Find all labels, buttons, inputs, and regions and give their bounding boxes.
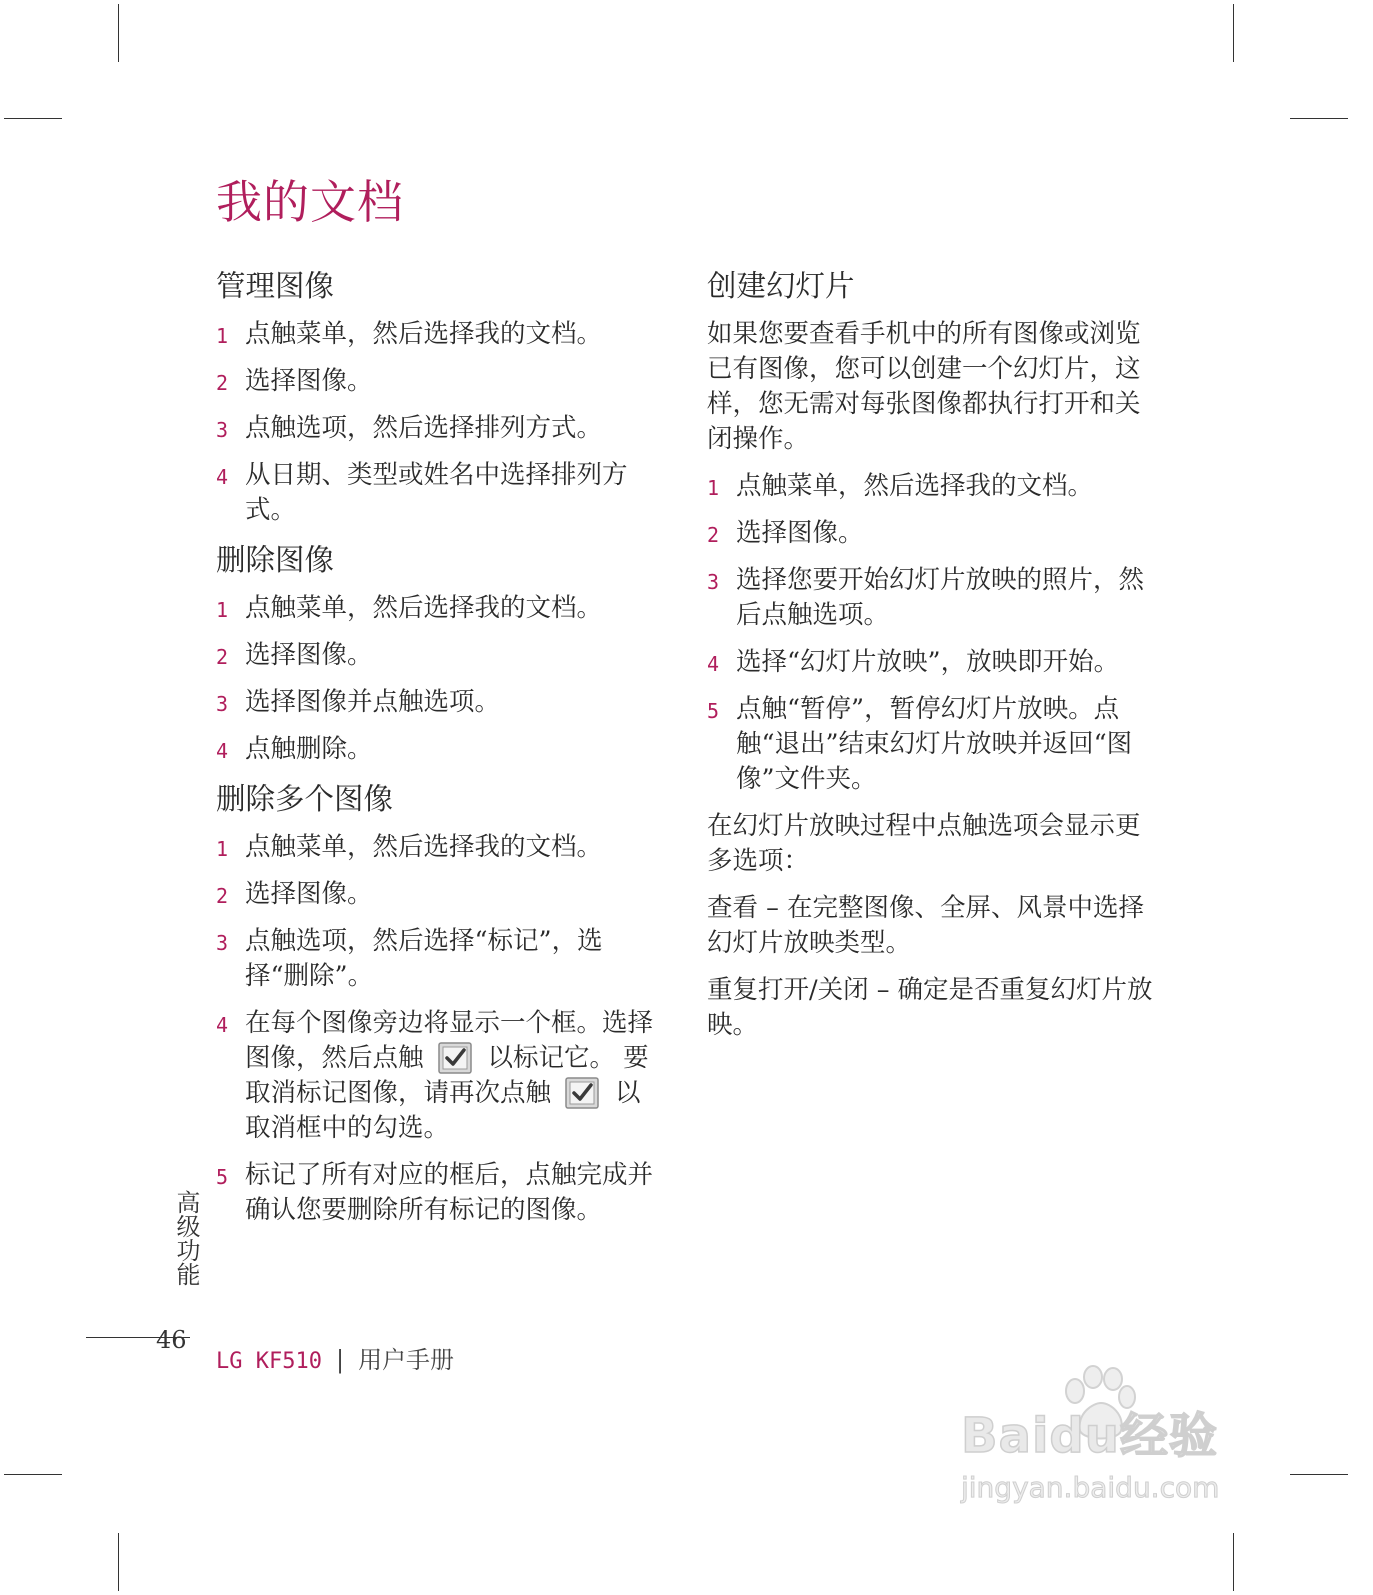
step-text: 点触菜单，然后选择我的文档。 <box>245 593 603 623</box>
step-number: 5 <box>216 1165 229 1189</box>
list-item <box>216 732 666 767</box>
list-item <box>216 411 666 446</box>
step-text: 从日期、类型或姓名中选择排列方式。 <box>245 460 628 525</box>
list-item <box>216 830 666 865</box>
checkbox-checked-icon <box>438 1042 472 1074</box>
section-title-create-slideshow: 创建幻灯片 <box>707 269 855 303</box>
list-item <box>707 516 1157 551</box>
step-text-part: 在每个图像旁边将显示一个框。选择图像，然后点触 <box>245 1008 654 1073</box>
list-item <box>707 645 1157 680</box>
checkbox-checked-icon <box>565 1077 599 1109</box>
step-number: 4 <box>216 739 229 763</box>
step-text: 选择您要开始幻灯片放映的照片，然后点触选项。 <box>736 565 1145 630</box>
list-item <box>216 638 666 673</box>
intro-paragraph: 如果您要查看手机中的所有图像或浏览已有图像，您可以创建一个幻灯片，这样，您无需对每张图像都执行打开和关闭操作。 <box>707 319 1141 454</box>
note-paragraph: 重复打开/关闭 – 确定是否重复幻灯片放映。 <box>707 975 1153 1040</box>
step-number: 3 <box>216 418 229 442</box>
crop-mark <box>4 118 62 119</box>
note-paragraph: 在幻灯片放映过程中点触选项会显示更多选项： <box>707 811 1141 876</box>
list-item <box>216 317 666 352</box>
footer-separator: | <box>335 1346 345 1374</box>
list-item <box>216 591 666 626</box>
right-column <box>707 266 1157 1055</box>
step-list <box>707 469 1157 797</box>
step-text: 选择图像。 <box>245 640 373 670</box>
step-text: 选择图像。 <box>245 366 373 396</box>
step-number: 5 <box>707 699 720 723</box>
step-list <box>216 591 666 767</box>
crop-mark <box>1233 4 1234 62</box>
step-text: 点触菜单，然后选择我的文档。 <box>245 832 603 862</box>
step-number: 4 <box>216 1013 229 1037</box>
watermark-text: Baidu经验 <box>961 1408 1218 1464</box>
footer-brand: LG KF510 <box>216 1349 322 1374</box>
step-number: 2 <box>707 523 720 547</box>
step-list <box>216 830 666 1228</box>
step-text: 点触“暂停”，暂停幻灯片放映。点触“退出”结束幻灯片放映并返回“图像”文件夹。 <box>736 694 1133 794</box>
step-text: 点触菜单，然后选择我的文档。 <box>736 471 1094 501</box>
left-column <box>216 266 666 1240</box>
step-text-part: 以标记它。 要取消标记图像，请再次点触 <box>245 1043 649 1108</box>
list-item <box>707 469 1157 504</box>
step-list <box>216 317 666 528</box>
list-item <box>216 685 666 720</box>
step-number: 2 <box>216 884 229 908</box>
step-number: 1 <box>707 476 720 500</box>
crop-mark <box>118 4 119 62</box>
footer <box>216 1340 454 1375</box>
section-title-delete-image: 删除图像 <box>216 543 335 577</box>
step-text: 选择图像。 <box>245 879 373 909</box>
step-text: 点触删除。 <box>245 734 373 764</box>
crop-mark <box>4 1474 62 1475</box>
step-text: 点触菜单，然后选择我的文档。 <box>245 319 603 349</box>
step-text: 点触选项，然后选择排列方式。 <box>245 413 603 443</box>
step-text: 点触选项，然后选择“标记”，选择“删除”。 <box>245 926 603 991</box>
step-number: 3 <box>216 692 229 716</box>
step-number: 1 <box>216 324 229 348</box>
list-item <box>216 1006 666 1146</box>
list-item <box>216 924 666 994</box>
step-text-part: 以取消框中的勾选。 <box>245 1078 641 1143</box>
list-item <box>216 877 666 912</box>
crop-mark <box>118 1533 119 1591</box>
step-number: 2 <box>216 371 229 395</box>
step-number: 3 <box>707 570 720 594</box>
chapter-side-label: 高级功能 <box>172 1190 200 1286</box>
crop-mark <box>1233 1533 1234 1591</box>
step-text: 选择图像并点触选项。 <box>245 687 501 717</box>
list-item <box>216 364 666 399</box>
step-number: 4 <box>707 652 720 676</box>
list-item <box>707 692 1157 797</box>
step-number: 2 <box>216 645 229 669</box>
page-number: 46 <box>156 1326 187 1354</box>
list-item <box>707 563 1157 633</box>
step-number: 3 <box>216 931 229 955</box>
note-paragraph: 查看 – 在完整图像、全屏、风景中选择幻灯片放映类型。 <box>707 893 1144 958</box>
list-item <box>216 1158 666 1228</box>
step-number: 4 <box>216 465 229 489</box>
list-item <box>216 458 666 528</box>
step-text <box>245 1006 666 1146</box>
step-text: 选择“幻灯片放映”，放映即开始。 <box>736 647 1120 677</box>
page-title: 我的文档 <box>216 175 404 229</box>
step-number: 1 <box>216 837 229 861</box>
step-number: 1 <box>216 598 229 622</box>
section-title-manage-images: 管理图像 <box>216 269 335 303</box>
crop-mark <box>1290 1474 1348 1475</box>
watermark-url: jingyan.baidu.com <box>961 1471 1220 1504</box>
footer-manual-label: 用户手册 <box>358 1346 455 1374</box>
crop-mark <box>1290 118 1348 119</box>
baidu-watermark <box>955 1365 1275 1515</box>
step-text: 选择图像。 <box>736 518 864 548</box>
section-title-delete-multiple-images: 删除多个图像 <box>216 782 394 816</box>
step-text: 标记了所有对应的框后，点触完成并确认您要删除所有标记的图像。 <box>245 1160 654 1225</box>
